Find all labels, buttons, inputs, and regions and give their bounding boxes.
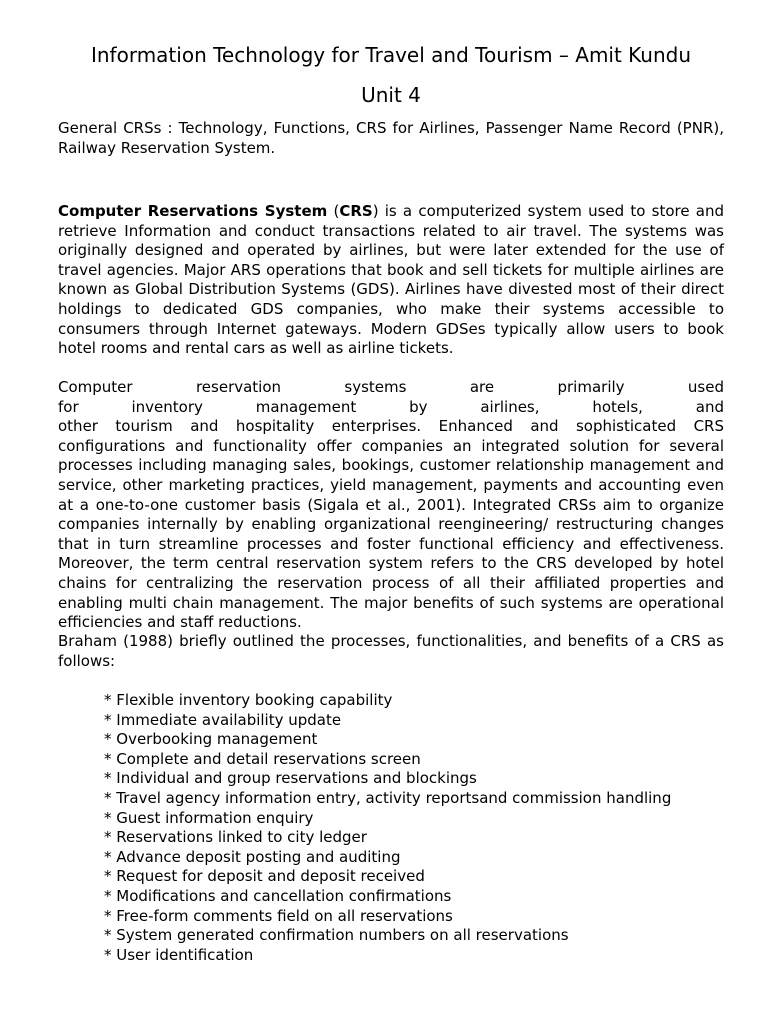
list-item: * Guest information enquiry — [104, 808, 314, 827]
list-item: * Modifications and cancellation confirmations — [104, 886, 452, 905]
list-item: * Advance deposit posting and auditing — [104, 847, 401, 866]
list-item: * Individual and group reservations and blockings — [104, 769, 477, 788]
list-item: * Flexible inventory booking capability — [104, 691, 393, 709]
crs-abbr: CRS — [339, 202, 373, 220]
crs-open-paren: ( — [327, 202, 340, 220]
crs-usage-line-2: for inventory management by airlines, hotels, and — [58, 397, 724, 416]
document-title: Information Technology for Travel and Tourism – Amit Kundu — [90, 43, 692, 67]
crs-term: Computer Reservations System — [58, 202, 328, 220]
crs-definition-text: ) is a computerized system used to store and retrieve Information and conduct transactions related to air travel. The systems was originally designed and operated by airlines, but were later extended for the use of travel agencies. Major ARS operations that book and sell tickets for multiple airlines are known as Global Distribution Systems (GDS). Airlines have divested most of their direct holdings to dedicated GDS companies, who make their systems accessible to consumers through Internet gateways. Modern GDSes typically allow users to book hotel rooms and rental cars as well as airline tickets. — [58, 202, 724, 358]
crs-usage-text: other tourism and hospitality enterprises. Enhanced and sophisticated CRS configurations and functionality offer companies an integrated solution for several processes including managing sales, bookings, customer relationship management and service, other marketing practices, yield management, payments and accounting even at a one-to-one customer basis (Sigala et al., 2001). Integrated CRSs aim to organize companies internally by enabling organizational reengineering/ restructuring changes that in turn streamline processes and foster functional efficiency and effectiveness. Moreover, the term central reservation system refers to the CRS developed by hotel chains for centralizing the reservation process of all their affiliated properties and enabling multi chain management. The major benefits of such systems are operational efficiencies and staff reductions. — [58, 417, 724, 632]
list-item: * Free-form comments field on all reservations — [104, 906, 453, 925]
crs-usage-paragraph — [58, 378, 724, 633]
benefits-list — [104, 691, 671, 965]
list-item: * Complete and detail reservations screen — [104, 749, 421, 768]
braham-paragraph: Braham (1988) briefly outlined the processes, functionalities, and benefits of a CRS as follows: — [58, 632, 724, 670]
list-item: * User identification — [104, 945, 254, 964]
crs-usage-line-1: Computer reservation systems are primarily used — [58, 378, 724, 396]
list-item: * System generated confirmation numbers on all reservations — [104, 926, 569, 945]
list-item: * Reservations linked to city ledger — [104, 828, 367, 847]
intro-paragraph: General CRSs : Technology, Functions, CRS for Airlines, Passenger Name Record (PNR), Railway Reservation System. — [58, 119, 724, 157]
list-item: * Travel agency information entry, activity reportsand commission handling — [104, 788, 672, 807]
list-item: * Overbooking management — [104, 730, 318, 749]
unit-heading: Unit 4 — [361, 83, 421, 107]
list-item: * Request for deposit and deposit received — [104, 867, 425, 886]
crs-definition-paragraph — [58, 202, 724, 359]
list-item: * Immediate availability update — [104, 710, 342, 729]
